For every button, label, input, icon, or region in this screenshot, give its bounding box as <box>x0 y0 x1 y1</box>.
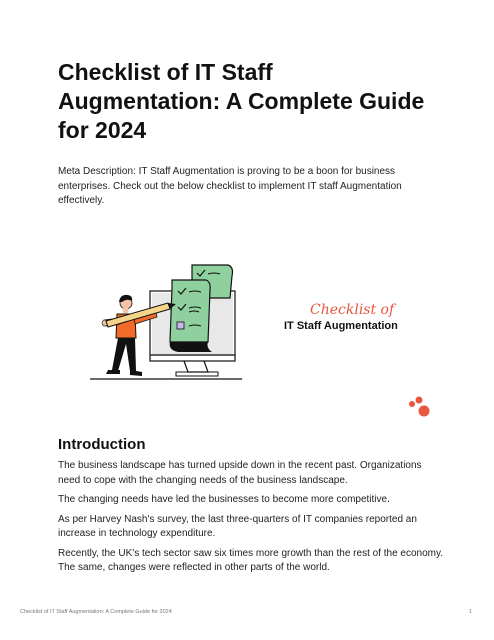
paragraph: The business landscape has turned upside down in the recent past. Organizations need to cope with the changing needs of the business landscape. <box>58 460 422 486</box>
cover-graphic <box>282 300 422 342</box>
paragraph: As per Harvey Nash's survey, the last three-quarters of IT companies reported an increase in technology expenditure. <box>58 513 417 539</box>
brand-logo-icon <box>408 396 432 418</box>
cover-title-text: IT Staff Augmentation <box>284 320 398 332</box>
footer-page-number: 1 <box>468 609 472 615</box>
paragraph: Recently, the UK's tech sector saw six times more growth than the rest of the economy. The same, changes were reflected in other parts of the world. <box>58 547 444 573</box>
checklist-illustration <box>84 258 249 384</box>
footer-running-title: Checklist of IT Staff Augmentation: A Complete Guide for 2024 <box>20 609 172 615</box>
meta-description: Meta Description: IT Staff Augmentation is proving to be a boon for business enterprises. Check out the below checklist to implement IT staff Augmentation effectively. <box>58 166 402 206</box>
document-title: Checklist of IT Staff Augmentation: A Complete Guide for 2024 <box>58 59 425 143</box>
paragraph: The changing needs have led the businesses to become more competitive. <box>58 494 390 505</box>
introduction-heading: Introduction <box>58 436 146 453</box>
introduction-body <box>58 459 444 581</box>
cover-script-text: Checklist of <box>310 302 395 318</box>
